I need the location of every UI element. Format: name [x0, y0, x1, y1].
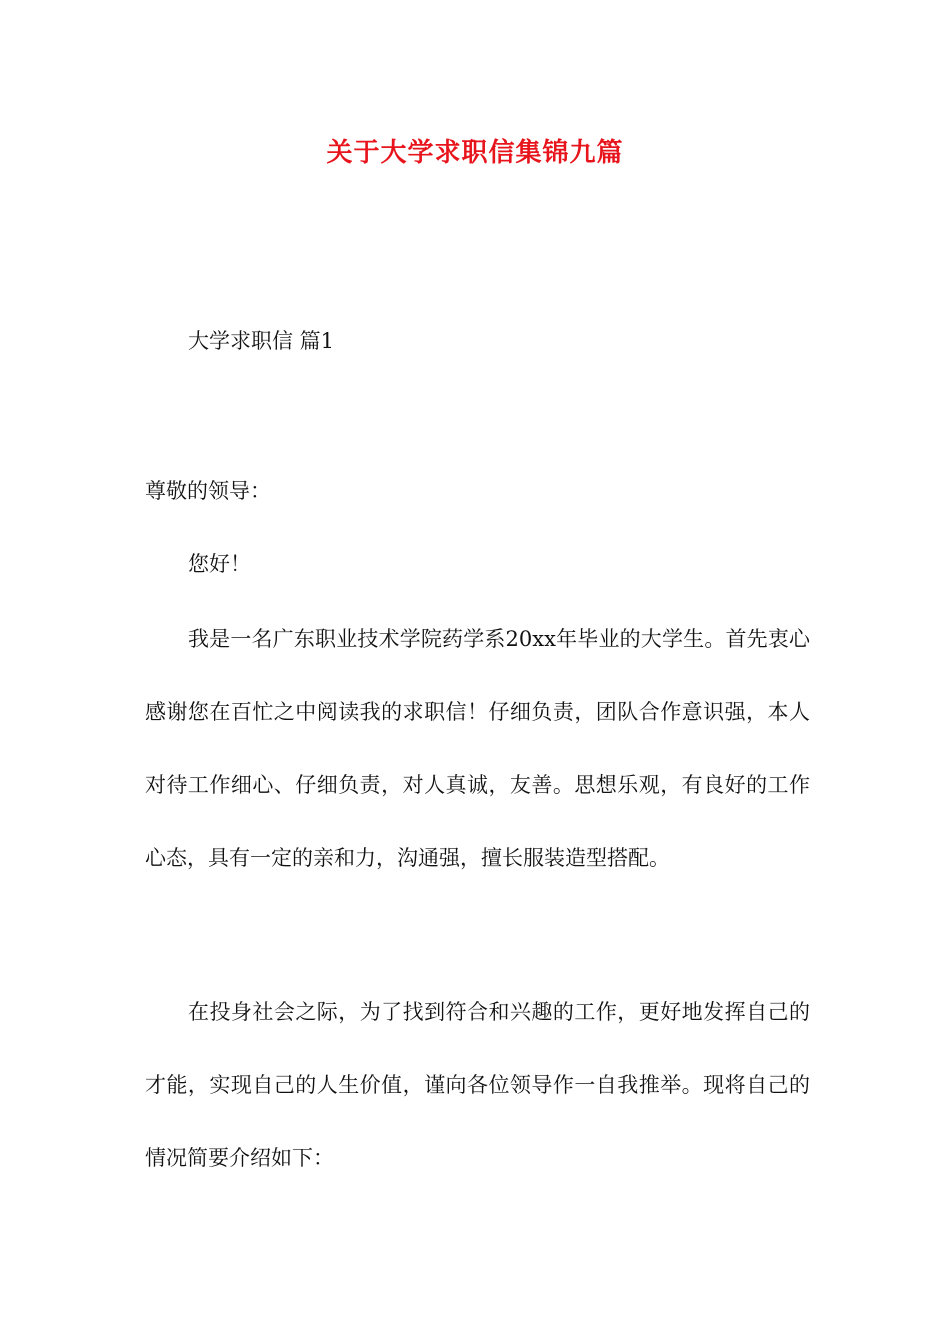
body-paragraph: 我是一名广东职业技术学院药学系20xx年毕业的大学生。首先衷心感谢您在百忙之中阅读我的求职信！仔细负责，团队合作意识强，本人对待工作细心、仔细负责，对人真诚，友善。思想乐观，有良好的工作心态，具有一定的亲和力，沟通强，擅长服装造型搭配。 — [145, 627, 810, 870]
body-paragraph: 在投身社会之际，为了找到符合和兴趣的工作，更好地发挥自己的才能，实现自己的人生价值，谨向各位领导作一自我推举。现将自己的情况简要介绍如下： — [145, 1000, 810, 1170]
section-heading: 大学求职信 篇1 — [188, 329, 335, 353]
document-title: 关于大学求职信集锦九篇 — [326, 138, 624, 168]
salutation: 尊敬的领导： — [145, 479, 271, 503]
greeting: 您好！ — [188, 552, 251, 576]
